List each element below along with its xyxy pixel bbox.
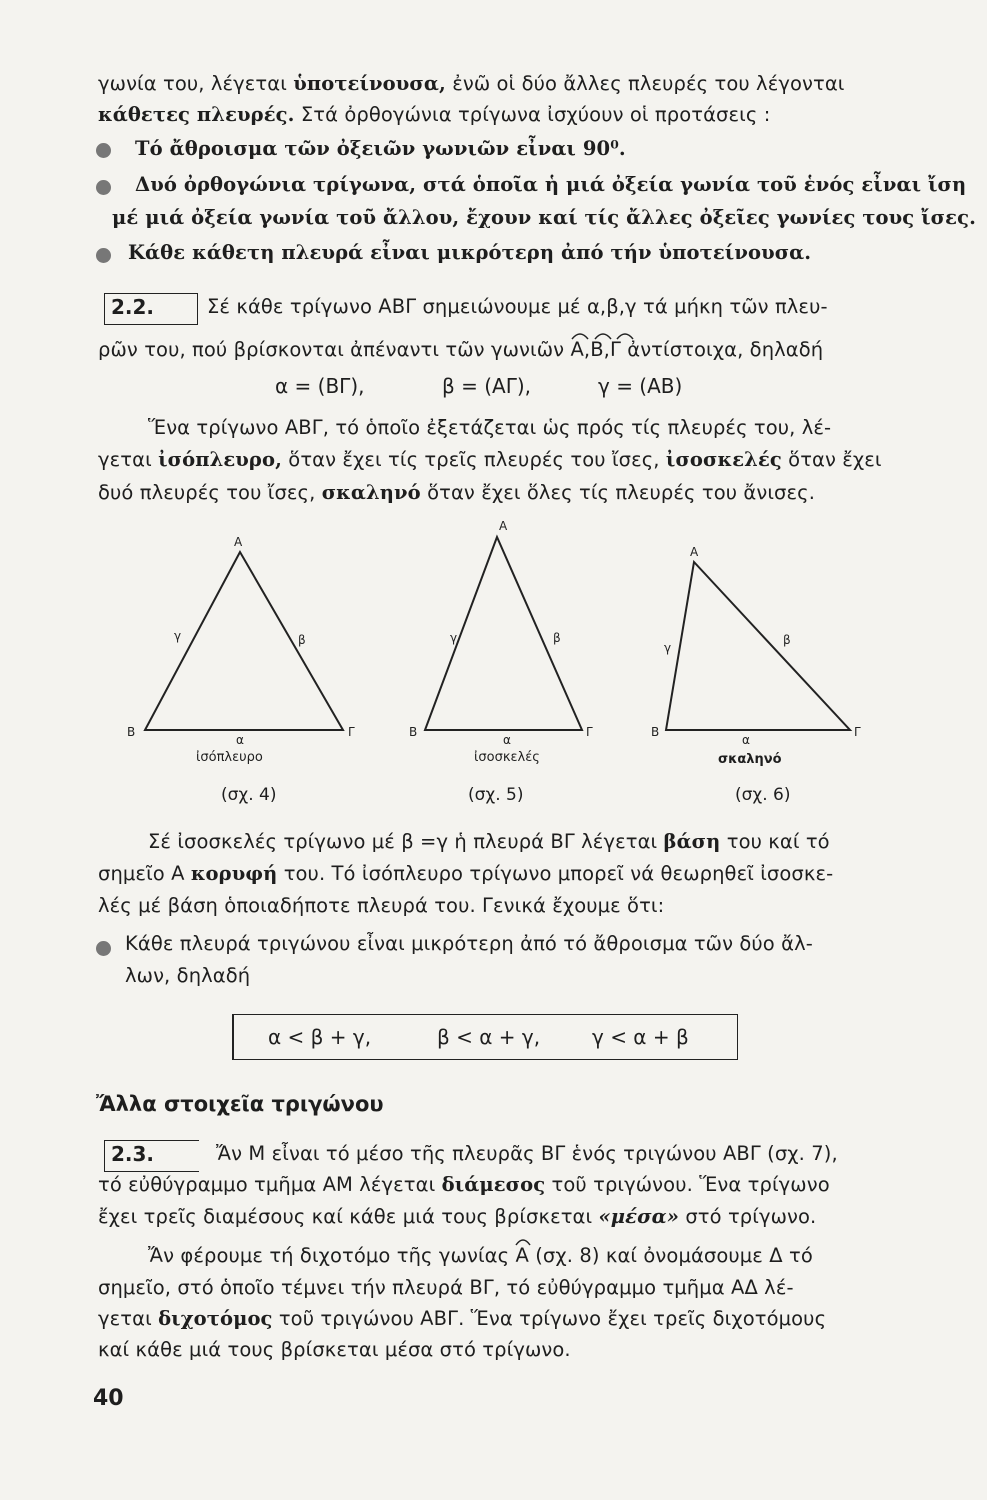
fig5-side-b: β <box>553 631 561 645</box>
section-number-2-2: 2.2. <box>104 293 198 325</box>
bullet-icon <box>96 941 111 956</box>
fig6-vertex-G: Γ <box>854 725 861 739</box>
s23-line-7: καί κάθε μιά τους βρίσκεται μέσα στό τρίγωνο. <box>98 1338 571 1361</box>
after-line-2 <box>98 862 833 885</box>
text-run: (σχ. 8) καί ὀνομάσουμε Δ τό <box>528 1244 813 1267</box>
text-run: τοῦ τριγώνου ΑΒΓ. Ἕνα τρίγωνο ἔχει τρεῖς διχοτόμους <box>272 1307 827 1330</box>
term-isosceles: ἰσοσκελές <box>665 448 782 471</box>
fig4-vertex-G: Γ <box>348 725 355 739</box>
s22-para-3 <box>98 481 815 504</box>
property-1: Τό ἄθροισμα τῶν ὀξειῶν γωνιῶν εἶναι 90⁰. <box>135 137 626 160</box>
eq-alpha: α = (ΒΓ), <box>275 374 365 398</box>
term-inside: «μέσα» <box>598 1205 680 1228</box>
section-heading: Ἄλλα στοιχεῖα τριγώνου <box>96 1092 384 1116</box>
fig5-vertex-B: Β <box>409 725 418 739</box>
text-run: στό τρίγωνο. <box>679 1205 817 1228</box>
text-run: ρῶν του, πού βρίσκονται ἀπέναντι τῶν γωνιῶν <box>98 338 571 361</box>
fig5-side-g: γ <box>450 631 458 645</box>
page-number: 40 <box>93 1386 124 1411</box>
term-median: διάμεσος <box>441 1173 546 1196</box>
fig6-vertex-B: Β <box>651 725 660 739</box>
text-run: Στά ὀρθογώνια τρίγωνα ἰσχύουν οἱ προτάσεις : <box>294 103 771 126</box>
text-run: του. Τό ἰσόπλευρο τρίγωνο μπορεῖ νά θεωρηθεῖ ἰσοσκε- <box>277 862 834 885</box>
s23-line-4 <box>148 1244 813 1267</box>
fig5-side-a: α <box>503 733 511 747</box>
term-scalene: σκαληνό <box>321 481 421 504</box>
bullet-icon <box>96 143 111 158</box>
term-legs: κάθετες πλευρές. <box>98 103 295 126</box>
term-vertex: κορυφή <box>190 862 278 885</box>
term-bisector: διχοτόμος <box>158 1307 273 1330</box>
text-run: Σέ ἰσοσκελές τρίγωνο μέ β =γ ἡ πλευρά ΒΓ λέγεται <box>148 830 664 853</box>
triangle-isosceles <box>425 537 582 730</box>
fig6-side-b: β <box>783 633 791 647</box>
bullet-icon <box>96 180 111 195</box>
triangle-equilateral <box>145 552 343 730</box>
text-run: ὅταν ἔχει τίς τρεῖς πλευρές του ἴσες, <box>282 448 666 471</box>
angle-hat-icon <box>570 329 640 341</box>
property-3: Κάθε κάθετη πλευρά εἶναι μικρότερη ἀπό τήν ὑποτείνουσα. <box>128 241 812 264</box>
fig6-side-g: γ <box>664 641 672 655</box>
s22-line-1: Σέ κάθε τρίγωνο ΑΒΓ σημειώνουμε μέ α,β,γ τά μήκη τῶν πλευ- <box>207 295 828 318</box>
s23-line-6 <box>98 1307 826 1330</box>
text-run: ἐνῶ οἱ δύο ἄλλες πλευρές του λέγονται <box>445 72 845 95</box>
fig4-side-b: β <box>298 633 306 647</box>
s23-line-1: Ἄν Μ εἶναι τό μέσο τῆς πλευρᾶς ΒΓ ἑνός τριγώνου ΑΒΓ (σχ. 7), <box>216 1142 838 1165</box>
fig4-vertex-A: Α <box>234 535 243 549</box>
triangle-scalene <box>666 562 850 730</box>
text-run: σημεῖο Α <box>98 862 191 885</box>
inequality-2: β < α + γ, <box>437 1025 541 1049</box>
fig4-side-a: α <box>236 733 244 747</box>
s22-para-2 <box>98 448 882 471</box>
property-2b: μέ μιά ὀξεία γωνία τοῦ ἄλλου, ἔχουν καί τίς ἄλλες ὀξεῖες γωνίες τους ἴσες. <box>112 206 976 229</box>
inequality-3: γ < α + β <box>592 1025 689 1049</box>
eq-beta: β = (ΑΓ), <box>442 374 532 398</box>
text-run: ἔχει τρεῖς διαμέσους καί κάθε μιά τους βρίσκεται <box>98 1205 599 1228</box>
fig4-vertex-B: Β <box>127 725 136 739</box>
after-line-3: λές μέ βάση ὁποιαδήποτε πλευρά του. Γενικά ἔχουμε ὅτι: <box>98 894 665 917</box>
fig6-caption: (σχ. 6) <box>735 785 791 805</box>
text-run: Ἄν φέρουμε τή διχοτόμο τῆς γωνίας <box>148 1244 516 1267</box>
angle-letter: Α <box>515 1244 529 1267</box>
term-hypotenuse: ὑποτείνουσα, <box>293 72 446 95</box>
s23-line-3 <box>98 1205 816 1228</box>
text-run: του καί τό <box>720 830 830 853</box>
angle-letters: Α,Β,Γ <box>570 338 621 361</box>
term-equilateral: ἰσόπλευρο, <box>158 448 282 471</box>
fig4-side-g: γ <box>174 629 182 643</box>
fig5-vertex-A: Α <box>499 519 508 533</box>
after-line-1 <box>148 830 830 853</box>
section-number-2-3: 2.3. <box>104 1140 199 1172</box>
fig5-vertex-G: Γ <box>586 725 593 739</box>
s23-line-2 <box>98 1173 830 1196</box>
s23-line-5: σημεῖο, στό ὁποῖο τέμνει τήν πλευρά ΒΓ, τό εὐθύγραμμο τμῆμα ΑΔ λέ- <box>98 1276 794 1299</box>
text-run: γωνία του, λέγεται <box>98 72 294 95</box>
text-run: ὅταν ἔχει <box>781 448 882 471</box>
text-run: τοῦ τριγώνου. Ἕνα τρίγωνο <box>545 1173 830 1196</box>
text-run: τό εὐθύγραμμο τμῆμα ΑΜ λέγεται <box>98 1173 442 1196</box>
inequality-1: α < β + γ, <box>268 1025 372 1049</box>
property-2a: Δυό ὀρθογώνια τρίγωνα, στά ὁποῖα ἡ μιά ὀξεία γωνία τοῦ ἑνός εἶναι ἴση <box>135 173 967 196</box>
fig4-caption: (σχ. 4) <box>221 785 277 805</box>
s22-para-1: Ἕνα τρίγωνο ΑΒΓ, τό ὁποῖο ἐξετάζεται ὡς πρός τίς πλευρές του, λέ- <box>148 416 832 439</box>
text-run: ὅταν ἔχει ὅλες τίς πλευρές του ἄνισες. <box>420 481 815 504</box>
text-run: γεται <box>98 448 159 471</box>
fig6-vertex-A: Α <box>690 545 699 559</box>
eq-gamma: γ = (ΑΒ) <box>598 374 683 398</box>
term-base: βάση <box>663 830 721 853</box>
fig5-name: ἰσοσκελές <box>474 750 540 765</box>
fig6-side-a: α <box>742 733 750 747</box>
fig5-caption: (σχ. 5) <box>468 785 524 805</box>
angle-with-hat <box>515 1244 528 1267</box>
fig6-name: σκαληνό <box>718 752 782 767</box>
fig4-name: ἰσόπλευρο <box>196 750 263 765</box>
intro-line-2 <box>98 103 770 126</box>
angles-with-hats <box>570 338 620 361</box>
after-line-4: Κάθε πλευρά τριγώνου εἶναι μικρότερη ἀπό τό ἄθροισμα τῶν δύο ἄλ- <box>125 932 813 955</box>
after-line-5: λων, δηλαδή <box>125 964 251 987</box>
bullet-icon <box>96 248 111 263</box>
angle-hat-icon <box>515 1235 533 1247</box>
text-run: δυό πλευρές του ἴσες, <box>98 481 322 504</box>
text-run: ἀντίστοιχα, δηλαδή <box>620 338 824 361</box>
text-run: γεται <box>98 1307 159 1330</box>
s22-line-2 <box>98 338 823 361</box>
intro-line-1 <box>98 72 845 95</box>
triangle-inequality-box <box>232 1014 738 1060</box>
